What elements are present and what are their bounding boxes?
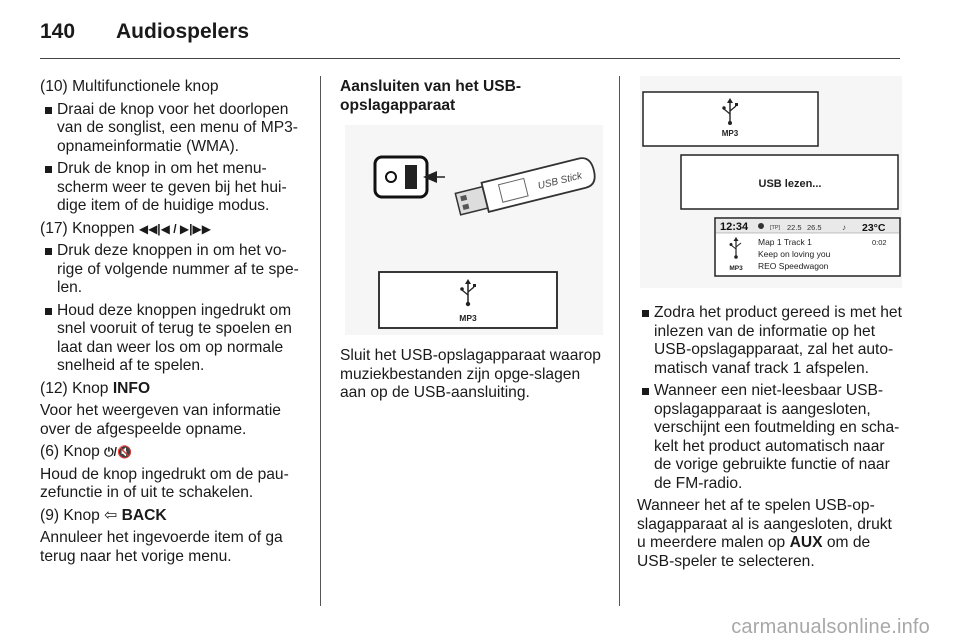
column-middle-caption <box>340 347 608 407</box>
item-10-bullet-2: Druk de knop in om het menu-scherm weer te geven bij het hui-dige item of de huidige modus. <box>40 160 308 216</box>
track-line-1: Map 1 Track 1 <box>758 237 812 247</box>
skip-buttons-icon: ◀◀|◀ / ▶|▶▶ <box>138 221 211 236</box>
back-arrow-icon: ⇦ <box>104 506 118 524</box>
item-17-label <box>40 220 308 239</box>
section-heading: Aansluiten van het USB-opslagapparaat <box>340 78 522 114</box>
status-temp-a: 22.5 <box>787 223 802 232</box>
item-12-label-text: (12) Knop <box>40 379 113 397</box>
item-9-label-text: (9) Knop <box>40 506 105 524</box>
column-middle <box>340 78 608 115</box>
item-12-text: Voor het weergeven van informatie over de afgespeelde opname. <box>40 402 281 438</box>
footer <box>0 612 960 642</box>
status-outside-temp: 23°C <box>862 222 886 234</box>
column-divider-1 <box>320 76 321 606</box>
item-9-text: Annuleer het ingevoerde item of ga terug naar het vorige menu. <box>40 529 283 565</box>
power-mute-icon: ⏻/🔇 <box>104 445 132 459</box>
column-left <box>40 78 308 570</box>
item-9-label <box>40 507 308 526</box>
track-time: 0:02 <box>872 238 887 247</box>
col3-bullet-1: Zodra het product gereed is met het inlezen van de informatie op het USB-opslagapparaat, zal het auto-matisch vanaf track 1 afspelen. <box>637 304 903 378</box>
info-keyword: INFO <box>112 379 151 397</box>
item-6-text: Houd de knop ingedrukt om de pau-zefunctie in of uit te schakelen. <box>40 465 289 501</box>
col3-bullet-2: Wanneer een niet-leesbaar USB-opslagapparaat is aangesloten, verschijnt een foutmelding en scha-kelt het product automatisch naar de vorige gebruikte functie of naar de FM-radio. <box>637 382 903 493</box>
item-6-label-text: (6) Knop <box>40 443 105 460</box>
status-temp-b: 26.5 <box>807 223 822 232</box>
page-title: Audiospelers <box>116 20 250 43</box>
item-17-bullet-2: Houd deze knoppen ingedrukt om snel vooruit of terug te spoelen en laat dan weer los om op normale snelheid af te spelen. <box>40 302 308 376</box>
screen1-label: MP3 <box>721 129 739 138</box>
item-6-label <box>40 443 308 462</box>
column-divider-2 <box>619 76 620 606</box>
settings-icon <box>758 223 764 229</box>
item-10-bullet-1: Draai de knop voor het doorlopen van de songlist, een menu of MP3-opnameinformatie (WMA). <box>40 101 308 157</box>
watermark: carmanualsonline.info <box>731 616 930 638</box>
usb-caption: Sluit het USB-opslagapparaat waarop muziekbestanden zijn opge-slagen aan op de USB-aansluiting. <box>340 347 601 401</box>
back-keyword: BACK <box>121 506 167 524</box>
stick-label: USB Stick <box>536 170 584 193</box>
screen-mp3-label: MP3 <box>459 313 477 323</box>
usb-stick-icon <box>345 125 603 335</box>
item-10-label: (10) Multifunctionele knop <box>40 78 219 95</box>
column-right <box>637 304 903 575</box>
col3-paragraph-suffix: om de USB-speler te selecteren. <box>637 534 871 570</box>
track-line-3: REO Speedwagon <box>758 261 829 271</box>
page-number: 140 <box>40 20 76 43</box>
status-time: 12:34 <box>720 221 749 233</box>
aux-keyword: AUX <box>789 534 823 551</box>
col3-paragraph-prefix: Wanneer het af te spelen USB-op-slagapparaat al is aangesloten, drukt u meerdere malen op <box>637 497 892 551</box>
track-line-2: Keep on loving you <box>758 249 831 259</box>
usb-display-illustration <box>640 76 902 288</box>
item-17-label-text: (17) Knoppen <box>40 219 139 237</box>
col3-paragraph <box>637 497 903 571</box>
music-note-icon: ♪ <box>842 223 846 232</box>
usb-connection-illustration <box>345 125 603 335</box>
header-divider <box>40 58 900 59</box>
screen2-label: USB lezen... <box>758 178 822 190</box>
screen3-label: MP3 <box>729 265 743 272</box>
item-17-bullet-1: Druk deze knoppen in om het vo-rige of volgende nummer af te spe-len. <box>40 242 308 298</box>
status-rds: [TP] <box>770 225 781 231</box>
page-header <box>40 20 249 48</box>
item-12-label <box>40 380 308 399</box>
